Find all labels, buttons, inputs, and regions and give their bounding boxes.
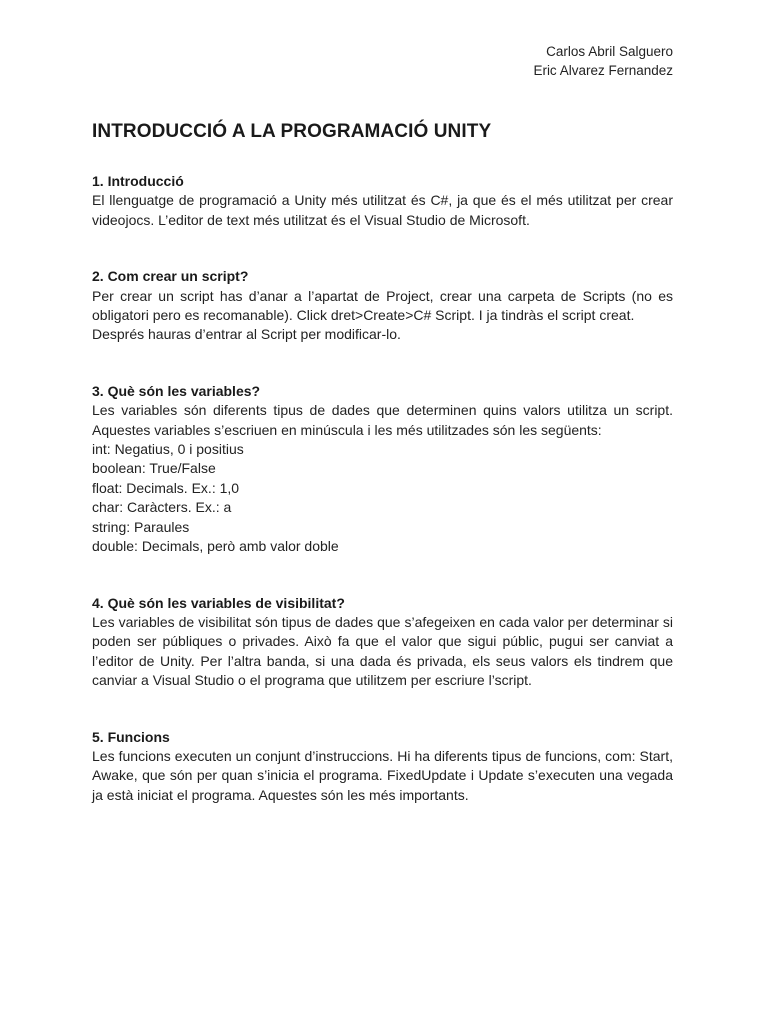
document-title: INTRODUCCIÓ A LA PROGRAMACIÓ UNITY [92,121,492,142]
section-heading: 1. Introducció [92,173,184,189]
section-paragraph: Les funcions executen un conjunt d’instruccions. Hi ha diferents tipus de funcions, com: Start, Awake, que són per quan s’inicia el programa. FixedUpdate i Update s’executen una vegada ja està iniciat el programa. Aquestes són les més importants. [92,747,673,803]
section-paragraph: Per crear un script has d’anar a l’apartat de Project, crear una carpeta de Scripts (no es obligatori pero es recomanable). Click dret>Create>C# Script. I ja tindràs el script creat. [92,287,673,324]
document-body [92,172,673,842]
section-paragraph: El llenguatge de programació a Unity més utilitzat és C#, ja que és el més utilitzat per crear videojocs. L’editor de text més utilitzat és el Visual Studio de Microsoft. [92,192,673,228]
section-paragraph: Les variables són diferents tipus de dades que determinen quins valors utilitza un script. Aquestes variables s’escriuen en minúscula i les més utilitzades són les següents: [92,402,673,438]
section-crear-script [92,267,673,345]
section-heading: 4. Què són les variables de visibilitat? [92,594,345,611]
list-item: float: Decimals. Ex.: 1,0 [92,479,240,496]
section-paragraph: Després hauras d’entrar al Script per modificar-lo. [92,326,401,343]
section-heading: 3. Què són les variables? [92,382,261,399]
author-block [533,42,673,80]
section-variables [92,382,673,557]
section-heading: 5. Funcions [92,728,170,745]
variable-type-list [92,440,673,556]
list-item: boolean: True/False [92,460,216,477]
author-name: Carlos Abril Salguero [546,44,673,59]
section-heading: 2. Com crear un script? [92,268,249,285]
section-visibilitat [92,594,673,691]
list-item: char: Caràcters. Ex.: a [92,499,232,516]
section-paragraph: Les variables de visibilitat són tipus de dades que s’afegeixen en cada valor per determinar si poden ser públiques o privades. Això fa que el valor que sigui públic, pugui ser canviat a l’editor de Unity. Per l’altra banda, si una dada és privada, els seus valors els tindrem que canviar a Visual Studio o el programa que utilitzem per escriure l’script. [92,613,673,689]
author-name: Eric Alvarez Fernandez [533,63,673,78]
list-item: double: Decimals, però amb valor doble [92,538,339,555]
list-item: int: Negatius, 0 i positius [92,441,244,458]
section-funcions [92,728,673,806]
section-introduccio [92,172,673,230]
list-item: string: Paraules [92,518,190,535]
